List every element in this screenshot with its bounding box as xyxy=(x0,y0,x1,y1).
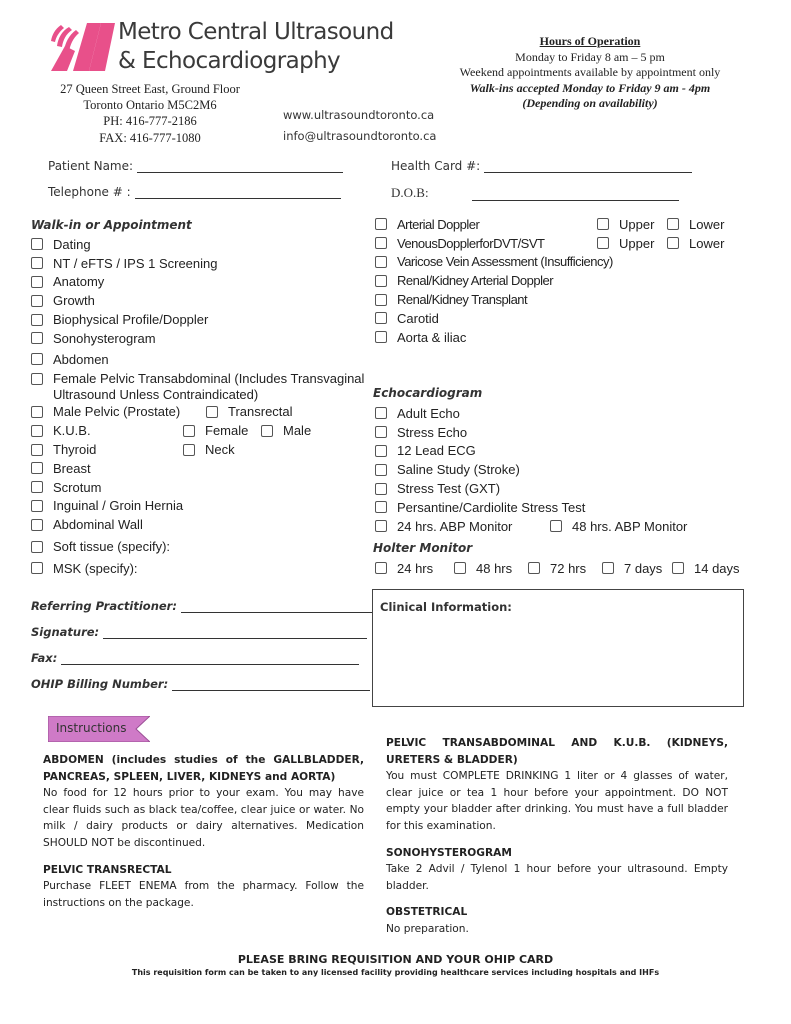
checkbox-icon[interactable] xyxy=(31,541,43,553)
checkbox-label: VenousDopplerforDVT/SVT xyxy=(397,235,545,251)
checkbox-label: Renal/Kidney Transplant xyxy=(397,292,528,308)
checkbox-label: Varicose Vein Assessment (Insufficiency) xyxy=(397,254,613,270)
checkbox-label: Abdomen xyxy=(53,351,109,367)
checkbox-holter-72[interactable] xyxy=(528,561,602,576)
holter-section-title: Holter Monitor xyxy=(373,541,473,555)
checkbox-icon[interactable] xyxy=(667,237,679,249)
instruction-heading-abdomen: ABDOMEN (includes studies of the GALLBLADDER, PANCREAS, SPLEEN, LIVER, KIDNEYS and AORTA) xyxy=(43,754,364,783)
checkbox-arterial-upper[interactable] xyxy=(597,217,667,232)
checkbox-label: Male xyxy=(283,423,312,439)
checkbox-label: Arterial Doppler xyxy=(397,216,480,232)
checkbox-label: Female xyxy=(205,423,249,439)
website-link[interactable]: www.ultrasoundtoronto.ca xyxy=(283,108,435,122)
checkbox-icon[interactable] xyxy=(31,314,43,326)
checkbox-icon[interactable] xyxy=(667,218,679,230)
checkbox-neck[interactable] xyxy=(183,442,235,457)
row-holter xyxy=(375,559,740,578)
checkbox-label: K.U.B. xyxy=(53,423,91,439)
health-card-input[interactable] xyxy=(484,161,692,173)
health-card-label: Health Card #: xyxy=(391,159,481,173)
checkbox-icon[interactable] xyxy=(31,406,43,418)
telephone-field[interactable] xyxy=(48,185,341,199)
checkbox-icon[interactable] xyxy=(375,562,387,574)
checkbox-carotid[interactable] xyxy=(375,309,724,328)
brand-line-2: & Echocardiography xyxy=(118,48,341,74)
checkbox-icon[interactable] xyxy=(375,256,387,268)
checkbox-kub-male[interactable] xyxy=(261,423,311,438)
logo-icon xyxy=(49,21,115,73)
checkbox-label: 14 days xyxy=(694,560,740,576)
checkbox-label: 24 hrs xyxy=(397,560,434,576)
checkbox-kub-female[interactable] xyxy=(183,423,261,438)
checkbox-icon[interactable] xyxy=(375,218,387,230)
fax-label: Fax: xyxy=(31,651,58,665)
checkbox-icon[interactable] xyxy=(261,425,273,437)
checkbox-icon[interactable] xyxy=(597,237,609,249)
checkbox-label: Saline Study (Stroke) xyxy=(397,462,520,478)
checkbox-label: Carotid xyxy=(397,310,439,326)
instructions-left xyxy=(43,752,364,911)
vascular-list xyxy=(375,215,724,347)
hours-title: Hours of Operation xyxy=(539,34,641,48)
instruction-heading-transrectal: PELVIC TRANSRECTAL xyxy=(43,863,172,876)
checkbox-icon[interactable] xyxy=(31,257,43,269)
checkbox-hernia[interactable] xyxy=(31,497,364,516)
fax-field[interactable] xyxy=(31,651,359,665)
address-line-1: 27 Queen Street East, Ground Floor xyxy=(60,82,240,96)
checkbox-female-pelvic[interactable] xyxy=(31,371,364,387)
instruction-body-sonohysterogram: Take 2 Advil / Tylenol 1 hour before your ultrasound. Empty bladder. xyxy=(386,863,728,892)
checkbox-saline-study[interactable] xyxy=(375,460,687,479)
checkbox-icon[interactable] xyxy=(375,445,387,457)
referring-practitioner-label: Referring Practitioner: xyxy=(31,599,177,613)
checkbox-nt-screening[interactable] xyxy=(31,254,364,273)
instruction-body-abdomen: No food for 12 hours prior to your exam. You may have clear fluids such as black tea/coffee, clear juice or water. No milk / dairy products or dairy alternatives. Medication SHOULD NOT be discontinued. xyxy=(43,787,364,849)
checkbox-kub[interactable] xyxy=(31,423,183,438)
patient-name-input[interactable] xyxy=(137,161,343,173)
checkbox-icon[interactable] xyxy=(31,353,43,365)
phone-number: PH: 416-777-2186 xyxy=(103,114,197,128)
patient-name-field[interactable] xyxy=(48,159,343,173)
checkbox-venous-upper[interactable] xyxy=(597,236,667,251)
checkbox-icon[interactable] xyxy=(31,481,43,493)
row-arterial-doppler xyxy=(375,215,724,234)
checkbox-arterial-lower[interactable] xyxy=(667,217,724,232)
checkbox-icon[interactable] xyxy=(375,520,387,532)
checkbox-label: Thyroid xyxy=(53,442,97,458)
checkbox-icon[interactable] xyxy=(31,373,43,385)
dob-field[interactable] xyxy=(391,185,679,201)
ohip-billing-input[interactable] xyxy=(172,680,370,691)
checkbox-label: Aorta & iliac xyxy=(397,329,467,345)
checkbox-label: Upper xyxy=(619,216,655,232)
checkbox-icon[interactable] xyxy=(375,275,387,287)
checkbox-icon[interactable] xyxy=(183,425,195,437)
checkbox-icon[interactable] xyxy=(31,332,43,344)
checkbox-stress-echo[interactable] xyxy=(375,423,687,442)
checkbox-icon[interactable] xyxy=(31,444,43,456)
checkbox-soft-tissue[interactable] xyxy=(31,537,364,556)
checkbox-icon[interactable] xyxy=(375,312,387,324)
checkbox-label: Transrectal xyxy=(228,404,293,420)
instruction-heading-sonohysterogram: SONOHYSTEROGRAM xyxy=(386,846,512,859)
checkbox-sonohysterogram[interactable] xyxy=(31,329,364,348)
checkbox-abp-48[interactable] xyxy=(550,519,687,534)
instruction-body-transrectal: Purchase FLEET ENEMA from the pharmacy. Follow the instructions on the package. xyxy=(43,880,364,909)
checkbox-icon[interactable] xyxy=(31,295,43,307)
checkbox-icon[interactable] xyxy=(375,237,387,249)
checkbox-dating[interactable] xyxy=(31,235,364,254)
checkbox-label: 24 hrs. ABP Monitor xyxy=(397,518,513,534)
checkbox-label: 72 hrs xyxy=(550,560,587,576)
instructions-label: Instructions xyxy=(56,721,127,735)
checkbox-label: Lower xyxy=(689,235,725,251)
telephone-label: Telephone # : xyxy=(48,185,131,199)
instruction-heading-obstetrical: OBSTETRICAL xyxy=(386,906,468,919)
checkbox-label: Persantine/Cardiolite Stress Test xyxy=(397,499,586,515)
hours-walkin: Walk-ins accepted Monday to Friday 9 am - 4pm xyxy=(469,80,711,95)
checkbox-label: NT / eFTS / IPS 1 Screening xyxy=(53,255,218,271)
checkbox-icon[interactable] xyxy=(31,238,43,250)
checkbox-label: MSK (specify): xyxy=(53,560,138,576)
checkbox-icon[interactable] xyxy=(31,519,43,531)
walkin-section-title: Walk-in or Appointment xyxy=(31,218,192,232)
checkbox-anatomy[interactable] xyxy=(31,273,364,292)
checkbox-breast[interactable] xyxy=(31,459,364,478)
ohip-billing-field[interactable] xyxy=(31,677,370,691)
dob-input[interactable] xyxy=(472,189,679,201)
checkbox-label: Dating xyxy=(53,236,91,252)
row-kub xyxy=(31,421,364,440)
referring-practitioner-field[interactable] xyxy=(31,599,373,613)
signature-input[interactable] xyxy=(103,628,367,639)
checkbox-male-pelvic[interactable] xyxy=(31,404,206,419)
checkbox-icon[interactable] xyxy=(183,444,195,456)
checkbox-label: Adult Echo xyxy=(397,405,460,421)
patient-name-label: Patient Name: xyxy=(48,159,134,173)
footer-notice: PLEASE BRING REQUISITION AND YOUR OHIP CARD xyxy=(237,953,554,966)
contact-links xyxy=(283,105,436,147)
checkbox-icon[interactable] xyxy=(31,425,43,437)
checkbox-arterial-doppler[interactable] xyxy=(375,217,597,232)
checkbox-icon[interactable] xyxy=(375,464,387,476)
checkbox-label: Scrotum xyxy=(53,479,102,495)
brand-name xyxy=(118,18,394,76)
ohip-billing-label: OHIP Billing Number: xyxy=(31,677,169,691)
checkbox-persantine[interactable] xyxy=(375,498,687,517)
instruction-body-pelvic-kub: You must COMPLETE DRINKING 1 liter or 4 glasses of water, clear juice or tea 1 hour before your appointment. DO NOT empty your bladder after drinking. You must have a full bladder for this examination. xyxy=(386,770,728,832)
checkbox-icon[interactable] xyxy=(206,406,218,418)
checkbox-scrotum[interactable] xyxy=(31,478,364,497)
checkbox-adult-echo[interactable] xyxy=(375,404,687,423)
checkbox-stress-test[interactable] xyxy=(375,479,687,498)
checkbox-varicose[interactable] xyxy=(375,253,724,272)
checkbox-icon[interactable] xyxy=(31,562,43,574)
hours-weekend: Weekend appointments available by appointment only xyxy=(459,65,721,79)
footer-disclaimer: This requisition form can be taken to any licensed facility providing healthcare services including hospitals and IHFs xyxy=(131,968,660,977)
checkbox-holter-24[interactable] xyxy=(375,561,454,576)
fax-input[interactable] xyxy=(61,654,359,665)
checkbox-transrectal[interactable] xyxy=(206,404,293,419)
checkbox-icon[interactable] xyxy=(454,562,466,574)
checkbox-icon[interactable] xyxy=(31,500,43,512)
signature-field[interactable] xyxy=(31,625,367,639)
fax-number: FAX: 416-777-1080 xyxy=(99,130,201,145)
walkin-list xyxy=(31,235,364,578)
checkbox-label: Abdominal Wall xyxy=(53,517,143,533)
checkbox-biophysical[interactable] xyxy=(31,310,364,329)
row-male-pelvic xyxy=(31,403,364,422)
checkbox-label: Ultrasound Unless Contraindicated) xyxy=(53,387,259,403)
checkbox-abp-24[interactable] xyxy=(375,519,550,534)
checkbox-label: Inguinal / Groin Hernia xyxy=(53,498,184,514)
checkbox-label: Soft tissue (specify): xyxy=(53,539,171,555)
checkbox-abdominal-wall[interactable] xyxy=(31,515,364,534)
checkbox-label: 7 days xyxy=(624,560,663,576)
checkbox-label: Sonohysterogram xyxy=(53,330,156,346)
row-thyroid xyxy=(31,440,364,459)
checkbox-label: Male Pelvic (Prostate) xyxy=(53,404,181,420)
checkbox-label: Growth xyxy=(53,293,95,309)
checkbox-label: Lower xyxy=(689,216,725,232)
checkbox-icon[interactable] xyxy=(375,407,387,419)
checkbox-label: 48 hrs xyxy=(476,560,513,576)
checkbox-holter-48[interactable] xyxy=(454,561,528,576)
checkbox-label: Anatomy xyxy=(53,274,105,290)
checkbox-label: Stress Test (GXT) xyxy=(397,481,501,497)
checkbox-icon[interactable] xyxy=(375,426,387,438)
checkbox-icon[interactable] xyxy=(375,501,387,513)
telephone-input[interactable] xyxy=(135,187,341,199)
checkbox-venous-doppler[interactable] xyxy=(375,236,597,251)
referring-practitioner-input[interactable] xyxy=(181,602,373,613)
checkbox-msk[interactable] xyxy=(31,559,364,578)
checkbox-female-pelvic-cont xyxy=(31,387,364,403)
signature-label: Signature: xyxy=(31,625,100,639)
email-link[interactable]: info@ultrasoundtoronto.ca xyxy=(283,129,437,143)
checkbox-label: Renal/Kidney Arterial Doppler xyxy=(397,273,554,289)
checkbox-icon[interactable] xyxy=(597,218,609,230)
checkbox-label: 48 hrs. ABP Monitor xyxy=(572,518,688,534)
checkbox-renal-transplant[interactable] xyxy=(375,290,724,309)
checkbox-label: Neck xyxy=(205,442,235,458)
checkbox-renal-arterial[interactable] xyxy=(375,271,724,290)
checkbox-label: Breast xyxy=(53,460,91,476)
checkbox-growth[interactable] xyxy=(31,291,364,310)
brand-line-1: Metro Central Ultrasound xyxy=(118,19,394,45)
checkbox-label: Female Pelvic Transabdominal (Includes Transvaginal xyxy=(53,371,365,387)
checkbox-icon[interactable] xyxy=(375,331,387,343)
checkbox-holter-7d[interactable] xyxy=(602,561,672,576)
checkbox-abdomen[interactable] xyxy=(31,350,364,369)
checkbox-venous-lower[interactable] xyxy=(667,236,724,251)
echo-section-title: Echocardiogram xyxy=(373,386,483,400)
hours-availability: (Depending on availability) xyxy=(522,96,658,110)
echo-list xyxy=(375,404,687,536)
checkbox-holter-14d[interactable] xyxy=(672,561,740,576)
checkbox-icon[interactable] xyxy=(602,562,614,574)
checkbox-icon[interactable] xyxy=(672,562,684,574)
row-abp-monitor xyxy=(375,517,687,536)
checkbox-label: 12 Lead ECG xyxy=(397,443,476,459)
health-card-field[interactable] xyxy=(391,159,692,173)
instructions-tab xyxy=(48,716,150,742)
dob-label: D.O.B: xyxy=(391,185,429,200)
checkbox-icon[interactable] xyxy=(528,562,540,574)
checkbox-label: Biophysical Profile/Doppler xyxy=(53,312,209,328)
hours-weekday: Monday to Friday 8 am – 5 pm xyxy=(515,49,665,64)
checkbox-icon[interactable] xyxy=(31,462,43,474)
checkbox-icon[interactable] xyxy=(375,483,387,495)
address-line-2: Toronto Ontario M5C2M6 xyxy=(83,97,217,112)
checkbox-12-lead-ecg[interactable] xyxy=(375,442,687,461)
hours-of-operation xyxy=(440,34,740,112)
clinic-address xyxy=(50,82,250,146)
checkbox-thyroid[interactable] xyxy=(31,442,183,457)
checkbox-icon[interactable] xyxy=(375,294,387,306)
clinical-information-label: Clinical Information: xyxy=(380,600,512,614)
checkbox-label: Upper xyxy=(619,235,655,251)
checkbox-icon[interactable] xyxy=(31,276,43,288)
holter-list xyxy=(375,559,740,578)
instructions-right xyxy=(386,735,728,938)
checkbox-icon[interactable] xyxy=(550,520,562,532)
instruction-heading-pelvic-kub: PELVIC TRANSABDOMINAL AND K.U.B. (KIDNEYS, URETERS & BLADDER) xyxy=(386,737,728,766)
clinical-information-box[interactable] xyxy=(372,589,744,707)
row-venous-doppler xyxy=(375,234,724,253)
instruction-body-obstetrical: No preparation. xyxy=(386,922,469,935)
checkbox-label: Stress Echo xyxy=(397,424,468,440)
checkbox-aorta-iliac[interactable] xyxy=(375,328,724,347)
